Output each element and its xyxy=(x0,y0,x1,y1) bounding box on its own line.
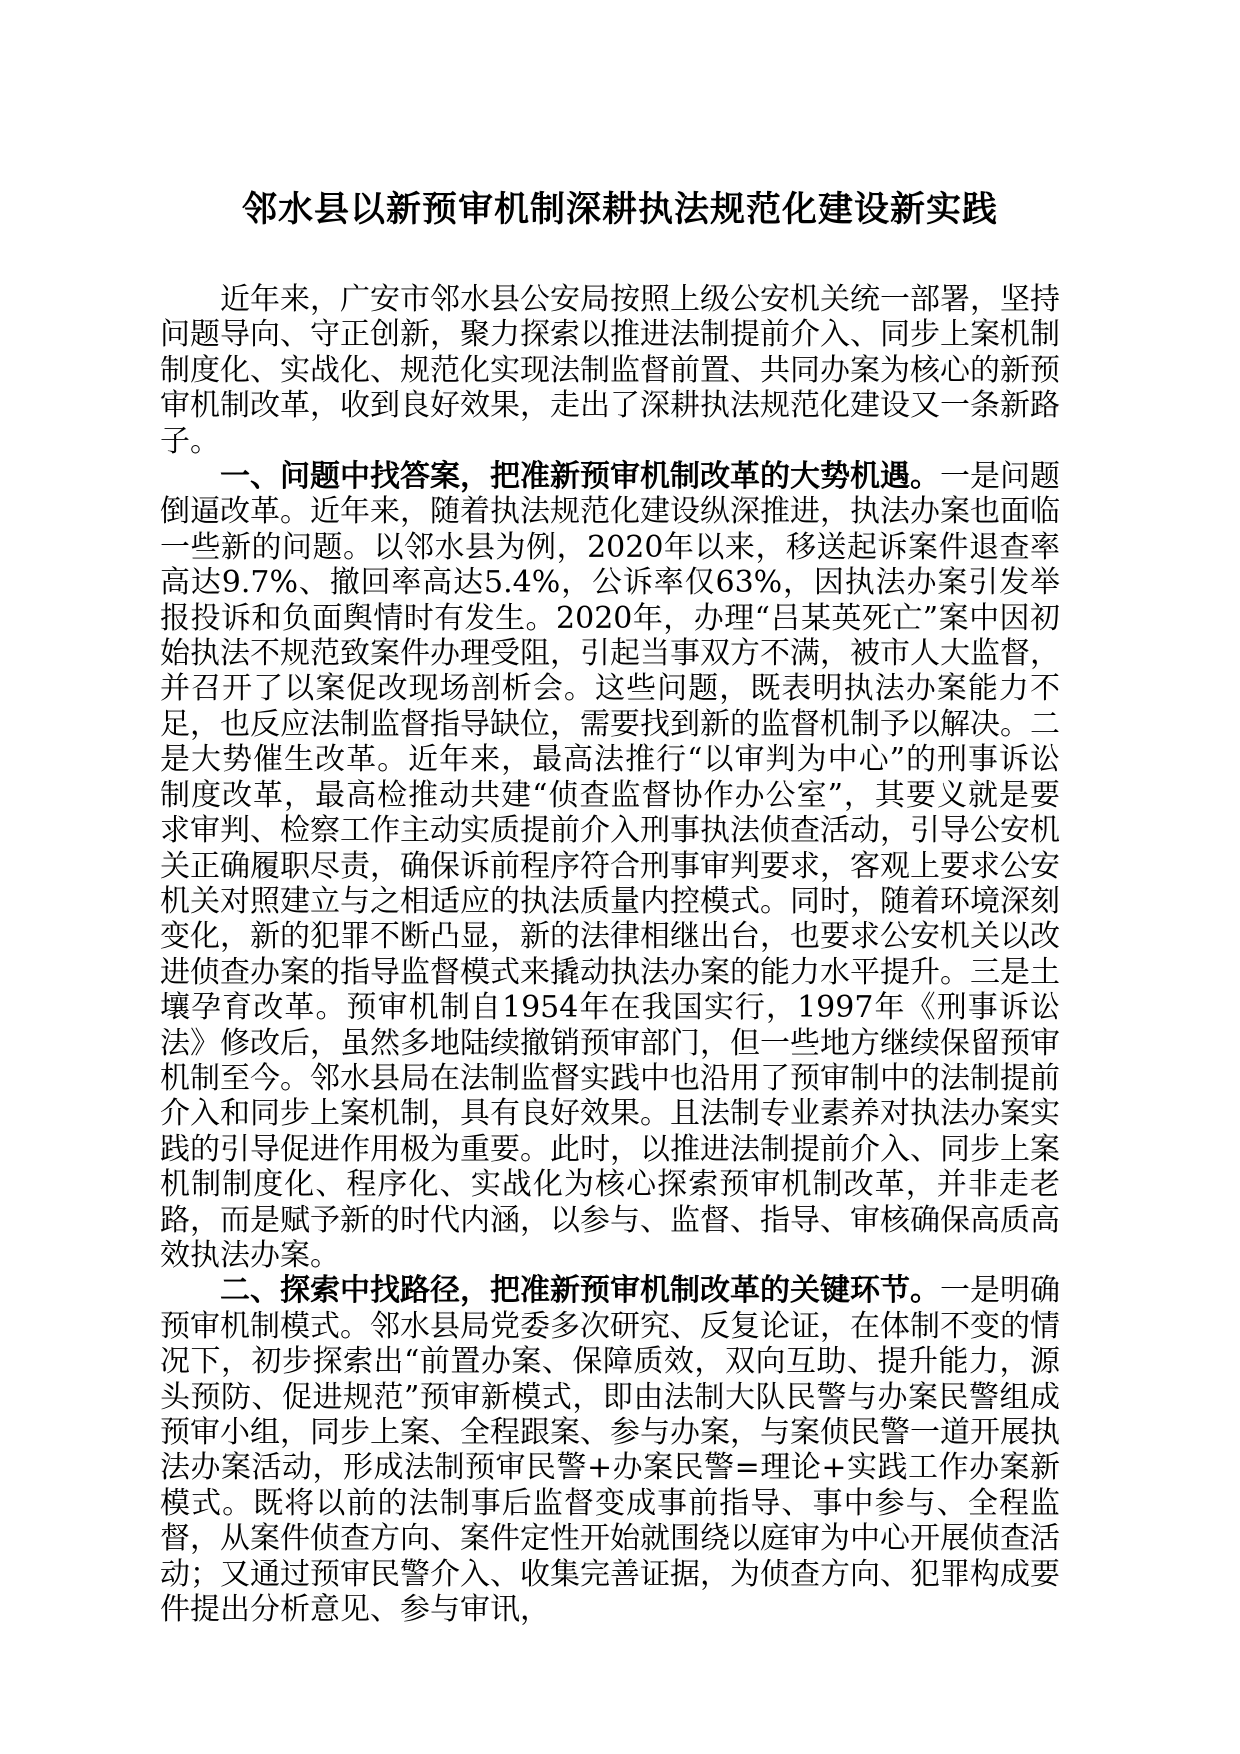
section-heading: 二、探索中找路径，把准新预审机制改革的关键环节。 xyxy=(220,1273,940,1309)
paragraph-section-2 xyxy=(160,1273,1060,1627)
paragraph-text: 一是问题倒逼改革。近年来，随着执法规范化建设纵深推进，执法办案也面临一些新的问题。以邻水县为例，2020年以来，移送起诉案件退查率高达9.7%、撤回率高达5.4%，公诉率仅63%，因执法办案引发举报投诉和负面舆情时有发生。2020年，办理“吕某英死亡”案中因初始执法不规范致案件办理受阻，引起当事双方不满，被市人大监督，并召开了以案促改现场剖析会。这些问题，既表明执法办案能力不足，也反应法制监督指导缺位，需要找到新的监督机制予以解决。二是大势催生改革。近年来，最高法推行“以审判为中心”的刑事诉讼制度改革，最高检推动共建“侦查监督协作办公室”，其要义就是要求审判、检察工作主动实质提前介入刑事执法侦查活动，引导公安机关正确履职尽责，确保诉前程序符合刑事审判要求，客观上要求公安机关对照建立与之相适应的执法质量内控模式。同时，随着环境深刻变化，新的犯罪不断凸显，新的法律相继出台，也要求公安机关以改进侦查办案的指导监督模式来撬动执法办案的能力水平提升。三是土壤孕育改革。预审机制自1954年在我国实行，1997年《刑事诉讼法》修改后，虽然多地陆续撤销预审部门，但一些地方继续保留预审机制至今。邻水县局在法制监督实践中也沿用了预审制中的法制提前介入和同步上案机制，具有良好效果。且法制专业素养对执法办案实践的引导促进作用极为重要。此时，以推进法制提前介入、同步上案机制制度化、程序化、实战化为核心探索预审机制改革，并非走老路，而是赋予新的时代内涵，以参与、监督、指导、审核确保高质高效执法办案。 xyxy=(160,459,1060,1273)
paragraph-text: 近年来，广安市邻水县公安局按照上级公安机关统一部署，坚持问题导向、守正创新，聚力探索以推进法制提前介入、同步上案机制制度化、实战化、规范化实现法制监督前置、共同办案为核心的新预审机制改革，收到良好效果，走出了深耕执法规范化建设又一条新路子。 xyxy=(160,282,1060,459)
section-heading: 一、问题中找答案，把准新预审机制改革的大势机遇。 xyxy=(220,459,940,495)
paragraph-text: 一是明确预审机制模式。邻水县局党委多次研究、反复论证，在体制不变的情况下，初步探索出“前置办案、保障质效，双向互助、提升能力，源头预防、促进规范”预审新模式，即由法制大队民警与办案民警组成预审小组，同步上案、全程跟案、参与办案，与案侦民警一道开展执法办案活动，形成法制预审民警+办案民警=理论+实践工作办案新模式。既将以前的法制事后监督变成事前指导、事中参与、全程监督，从案件侦查方向、案件定性开始就围绕以庭审为中心开展侦查活动；又通过预审民警介入、收集完善证据，为侦查方向、犯罪构成要件提出分析意见、参与审讯， xyxy=(160,1273,1060,1628)
document-body xyxy=(160,282,1060,1627)
paragraph-intro xyxy=(160,282,1060,459)
document-title: 邻水县以新预审机制深耕执法规范化建设新实践 xyxy=(241,190,998,230)
paragraph-section-1 xyxy=(160,459,1060,1273)
